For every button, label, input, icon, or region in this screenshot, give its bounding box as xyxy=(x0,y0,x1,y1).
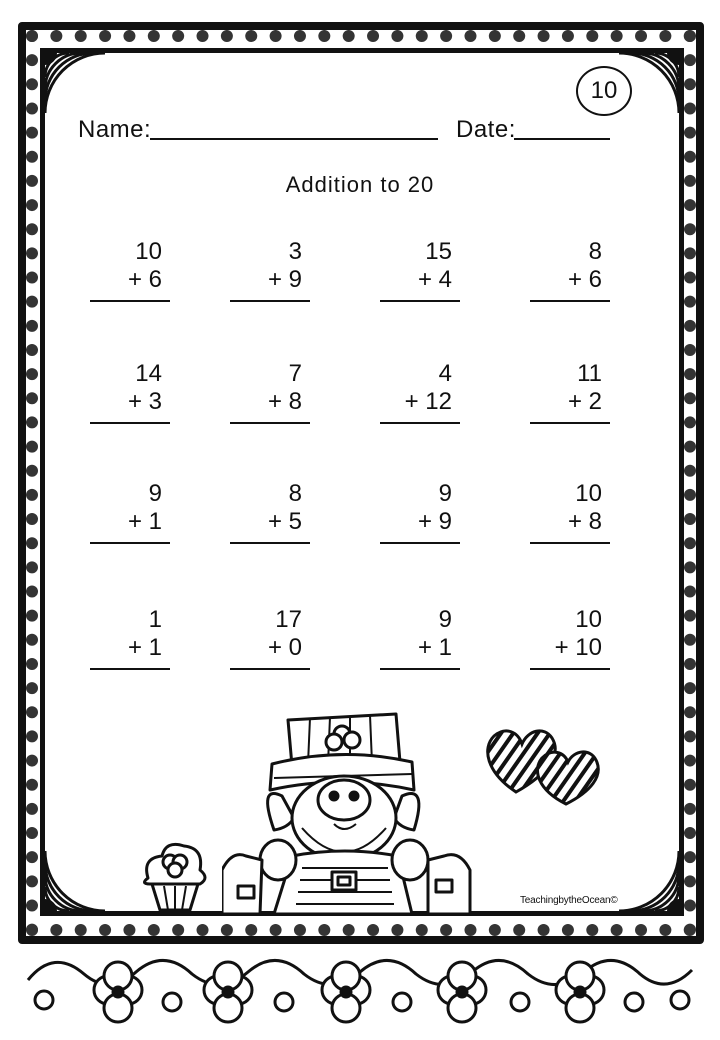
addition-problem xyxy=(530,606,610,676)
striped-hearts-icon xyxy=(482,722,606,808)
addition-problem xyxy=(380,606,460,676)
addend-bottom: + 4 xyxy=(417,266,452,293)
addition-problem xyxy=(380,480,460,550)
corner-ornament-bottom-left-icon xyxy=(45,847,109,911)
answer-line[interactable] xyxy=(530,422,610,424)
addend-top: 17 xyxy=(275,606,302,633)
addend-bottom: + 1 xyxy=(417,634,452,661)
addend-top: 1 xyxy=(148,606,162,633)
addend-top: 10 xyxy=(575,606,602,633)
addition-problem xyxy=(380,360,460,430)
addition-problem xyxy=(230,238,310,308)
answer-line[interactable] xyxy=(380,422,460,424)
worksheet-title: Addition to 20 xyxy=(285,172,435,197)
answer-line[interactable] xyxy=(230,422,310,424)
addend-bottom: + 3 xyxy=(127,388,162,415)
addition-problem xyxy=(90,480,170,550)
page-number-badge xyxy=(576,66,632,116)
addend-top: 10 xyxy=(575,480,602,507)
answer-line[interactable] xyxy=(530,542,610,544)
addend-top: 9 xyxy=(438,480,452,507)
addend-top: 10 xyxy=(135,238,162,265)
name-line[interactable] xyxy=(150,138,438,140)
addend-top: 9 xyxy=(148,480,162,507)
shamrock-cupcake-icon xyxy=(140,838,210,912)
addition-problem xyxy=(380,238,460,308)
addition-problem xyxy=(230,480,310,550)
addend-bottom: + 6 xyxy=(567,266,602,293)
addend-top: 4 xyxy=(438,360,452,387)
addition-problem xyxy=(90,360,170,430)
addend-bottom: + 9 xyxy=(417,508,452,535)
shamrock-border-icon xyxy=(24,940,696,1036)
page-number: 10 xyxy=(590,77,618,104)
addend-bottom: + 12 xyxy=(404,388,452,415)
addend-bottom: + 10 xyxy=(554,634,602,661)
addend-top: 14 xyxy=(135,360,162,387)
answer-line[interactable] xyxy=(230,542,310,544)
answer-line[interactable] xyxy=(380,300,460,302)
addend-bottom: + 8 xyxy=(567,508,602,535)
addition-problem xyxy=(530,360,610,430)
answer-line[interactable] xyxy=(230,300,310,302)
addend-bottom: + 1 xyxy=(127,508,162,535)
date-line[interactable] xyxy=(514,138,610,140)
addition-problem xyxy=(530,238,610,308)
addend-top: 3 xyxy=(288,238,302,265)
name-label: Name: xyxy=(78,116,152,143)
answer-line[interactable] xyxy=(230,668,310,670)
leprechaun-icon xyxy=(222,700,472,914)
answer-line[interactable] xyxy=(90,668,170,670)
credit-text: TeachingbytheOcean© xyxy=(520,895,618,906)
addend-top: 7 xyxy=(288,360,302,387)
addend-top: 9 xyxy=(438,606,452,633)
addend-bottom: + 0 xyxy=(267,634,302,661)
addend-bottom: + 6 xyxy=(127,266,162,293)
answer-line[interactable] xyxy=(90,300,170,302)
answer-line[interactable] xyxy=(380,542,460,544)
answer-line[interactable] xyxy=(90,422,170,424)
date-label: Date: xyxy=(456,116,516,143)
addend-bottom: + 1 xyxy=(127,634,162,661)
answer-line[interactable] xyxy=(90,542,170,544)
answer-line[interactable] xyxy=(530,668,610,670)
corner-ornament-top-left-icon xyxy=(45,53,109,117)
answer-line[interactable] xyxy=(530,300,610,302)
addend-top: 15 xyxy=(425,238,452,265)
corner-ornament-bottom-right-icon xyxy=(615,847,679,911)
addend-bottom: + 8 xyxy=(267,388,302,415)
addend-top: 11 xyxy=(577,360,602,387)
addition-problem xyxy=(230,606,310,676)
addition-problem xyxy=(230,360,310,430)
answer-line[interactable] xyxy=(380,668,460,670)
addition-problem xyxy=(90,606,170,676)
addition-problem xyxy=(90,238,170,308)
addition-problem xyxy=(530,480,610,550)
addend-bottom: + 9 xyxy=(267,266,302,293)
addend-top: 8 xyxy=(288,480,302,507)
addend-top: 8 xyxy=(588,238,602,265)
addend-bottom: + 2 xyxy=(567,388,602,415)
addend-bottom: + 5 xyxy=(267,508,302,535)
